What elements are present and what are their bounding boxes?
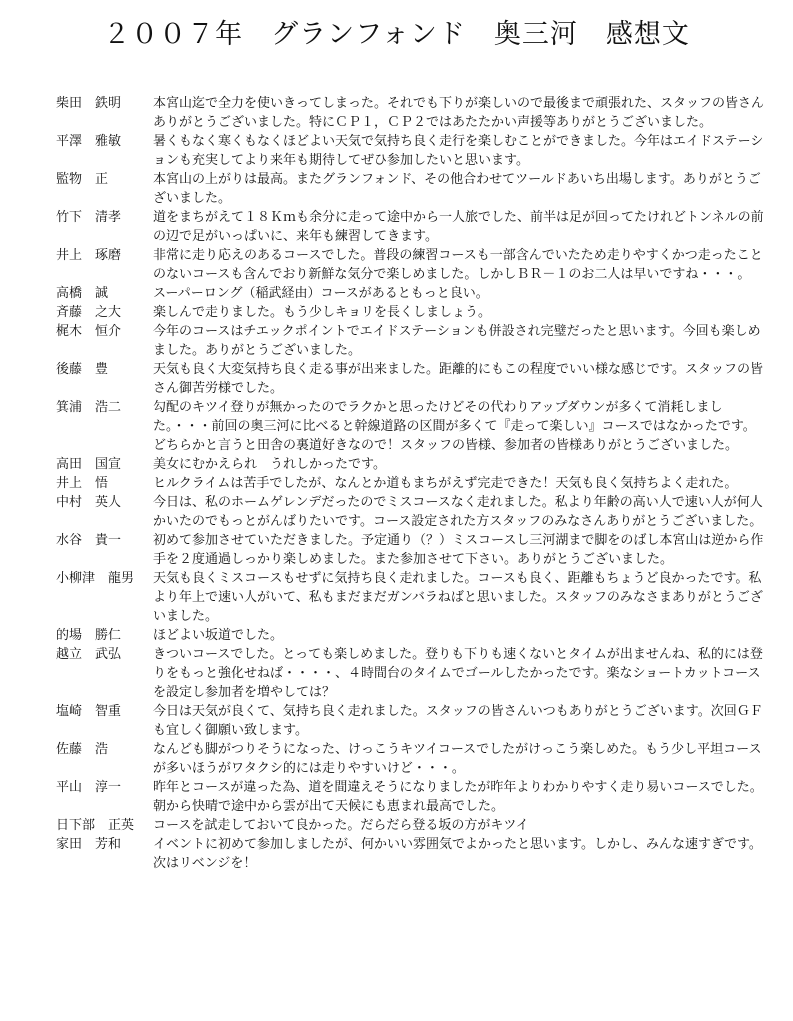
participant-name: 日下部 正英 — [56, 818, 135, 833]
comment-entry — [56, 94, 768, 132]
comment-entry — [56, 816, 768, 835]
participant-name: 的場 勝仁 — [56, 628, 122, 643]
participant-name: 平山 淳一 — [56, 780, 122, 795]
participant-name: 柴田 鉄明 — [56, 96, 122, 111]
participant-comment: 本宮山迄で全力を使いきってしまった。それでも下りが楽しいので最後まで頑張れた、スタッフの皆さんありがとうございました。特にＣＰ１，ＣＰ２ではあたたかい声援等ありがとうございました。 — [153, 96, 765, 130]
participant-name: 中村 英人 — [56, 495, 122, 510]
participant-comment: 非常に走り応えのあるコースでした。普段の練習コースも一部含んでいたため走りやすくかつ走ったことのないコースも含んでおり新鮮な気分で楽しめました。しかしＢＲ－１のお二人は早いですね・・・。 — [153, 248, 763, 282]
participant-comment: 楽しんで走りました。もう少しキョリを長くしましょう。 — [153, 305, 492, 320]
comment-entry — [56, 569, 768, 626]
participant-comment: 勾配のキツイ登りが無かったのでラクかと思ったけどその代わりアップダウンが多くて消耗しました。・・・前回の奥三河に比べると幹線道路の区間が多くて『走って楽しい』コースではなかったです。どちらかと言うと田舎の裏道好きなので！スタッフの皆様、参加者の皆様ありがとうございました。 — [153, 400, 756, 453]
participant-comment: なんども脚がつりそうになった、けっこうキツイコースでしたがけっこう楽しめた。もう少し平坦コースが多いほうがワタクシ的には走りやすいけど・・・。 — [153, 742, 762, 776]
comment-entry — [56, 303, 768, 322]
page-title: ２００７年 グランフォンド 奥三河 感想文 — [103, 19, 690, 50]
participant-name: 平澤 雅敏 — [56, 134, 122, 149]
participant-name: 井上 悟 — [56, 476, 109, 491]
comment-entry — [56, 246, 768, 284]
participant-comment: 初めて参加させていただきました。予定通り（？）ミスコースし三河湖まで脚をのばし本宮山は逆から作手を２度通過しっかり楽しめました。また参加させて下さい。ありがとうございました。 — [153, 533, 764, 567]
participant-comment: 天気も良くミスコースもせずに気持ち良く走れました。コースも良く、距離もちょうど良かったです。私より年上で速い人がいて、私もまだまだガンバラねばと思いました。スタッフのみなさまありがとうございました。 — [153, 571, 763, 624]
participant-name: 梶木 恒介 — [56, 324, 122, 339]
comment-entry — [56, 284, 768, 303]
participant-name: 水谷 貴一 — [56, 533, 122, 548]
comment-entry — [56, 398, 768, 455]
comment-list — [56, 94, 768, 873]
comment-entry — [56, 455, 768, 474]
participant-name: 塩崎 智重 — [56, 704, 122, 719]
participant-name: 越立 武弘 — [56, 647, 122, 662]
participant-name: 箕浦 浩二 — [56, 400, 122, 415]
participant-name: 高橋 誠 — [56, 286, 109, 301]
participant-comment: 美女にむかえられ うれしかったです。 — [153, 457, 386, 472]
participant-name: 家田 芳和 — [56, 837, 122, 852]
participant-comment: ヒルクライムは苦手でしたが、なんとか道もまちがえず完走できた！天気も良く気持ちよく走れた。 — [153, 476, 738, 491]
comment-entry — [56, 645, 768, 702]
comment-entry — [56, 702, 768, 740]
comment-entry — [56, 170, 768, 208]
participant-comment: スーパーロング（稲武経由）コースがあるともっと良い。 — [153, 286, 489, 301]
comment-entry — [56, 208, 768, 246]
participant-comment: イベントに初めて参加しましたが、何かいい雰囲気でよかったと思います。しかし、みんな速すぎです。次はリベンジを！ — [153, 837, 762, 871]
comment-entry — [56, 778, 768, 816]
comment-entry — [56, 740, 768, 778]
comment-entry — [56, 531, 768, 569]
participant-comment: ほどよい坂道でした。 — [153, 628, 284, 643]
comment-entry — [56, 626, 768, 645]
participant-comment: 今日は天気が良くて、気持ち良く走れました。スタッフの皆さんいつもありがとうございます。次回ＧＦも宜しく御願い致します。 — [153, 704, 763, 738]
participant-name: 斉藤 之大 — [56, 305, 122, 320]
participant-comment: 今日は、私のホームゲレンデだったのでミスコースなく走れました。私より年齢の高い人で速い人が何人かいたのでもっとがんばりたいです。コース設定された方スタッフのみなさんありがとうございました。 — [153, 495, 763, 529]
comment-entry — [56, 835, 768, 873]
participant-comment: 暑くもなく寒くもなくほどよい天気で気持ち良く走行を楽しむことができました。今年はエイドステーションも充実してより来年も期待してぜひ参加したいと思います。 — [153, 134, 764, 168]
participant-comment: 本宮山の上がりは最高。またグランフォンド、その他合わせてツールドあいち出場します。ありがとうございました。 — [153, 172, 761, 206]
participant-name: 小柳津 龍男 — [56, 571, 135, 586]
comment-entry — [56, 493, 768, 531]
comment-entry — [56, 132, 768, 170]
participant-comment: コースを試走しておいて良かった。だらだら登る坂の方がキツイ — [153, 818, 529, 833]
comment-entry — [56, 474, 768, 493]
participant-name: 高田 国宣 — [56, 457, 122, 472]
participant-name: 監物 正 — [56, 172, 109, 187]
participant-comment: 昨年とコースが違った為、道を間違えそうになりましたが昨年よりわかりやすく走り易いコースでした。朝から快晴で途中から雲が出て天候にも恵まれ最高でした。 — [153, 780, 763, 814]
participant-name: 後藤 豊 — [56, 362, 109, 377]
participant-comment: 今年のコースはチエックポイントでエイドステーションも併設され完璧だったと思います。今回も楽しめました。ありがとうございました。 — [153, 324, 761, 358]
comment-entry — [56, 322, 768, 360]
comment-entry — [56, 360, 768, 398]
participant-comment: 道をまちがえて１８Ｋｍも余分に走って途中から一人旅でした、前半は足が回ってたけれどトンネルの前の辺で足がいっぱいに、来年も練習してきます。 — [153, 210, 764, 244]
participant-name: 佐藤 浩 — [56, 742, 109, 757]
participant-name: 竹下 清孝 — [56, 210, 122, 225]
participant-comment: 天気も良く大変気持ち良く走る事が出来ました。距離的にもこの程度でいい様な感じです。スタッフの皆さん御苦労様でした。 — [153, 362, 763, 396]
participant-name: 井上 琢磨 — [56, 248, 122, 263]
participant-comment: きついコースでした。とっても楽しめました。登りも下りも速くないとタイムが出ませんね、私的には登りをもっと強化せねば・・・・、４時間台のタイムでゴールしたかったです。楽なショートカットコースを設定し参加者を増やしては？ — [153, 647, 763, 700]
